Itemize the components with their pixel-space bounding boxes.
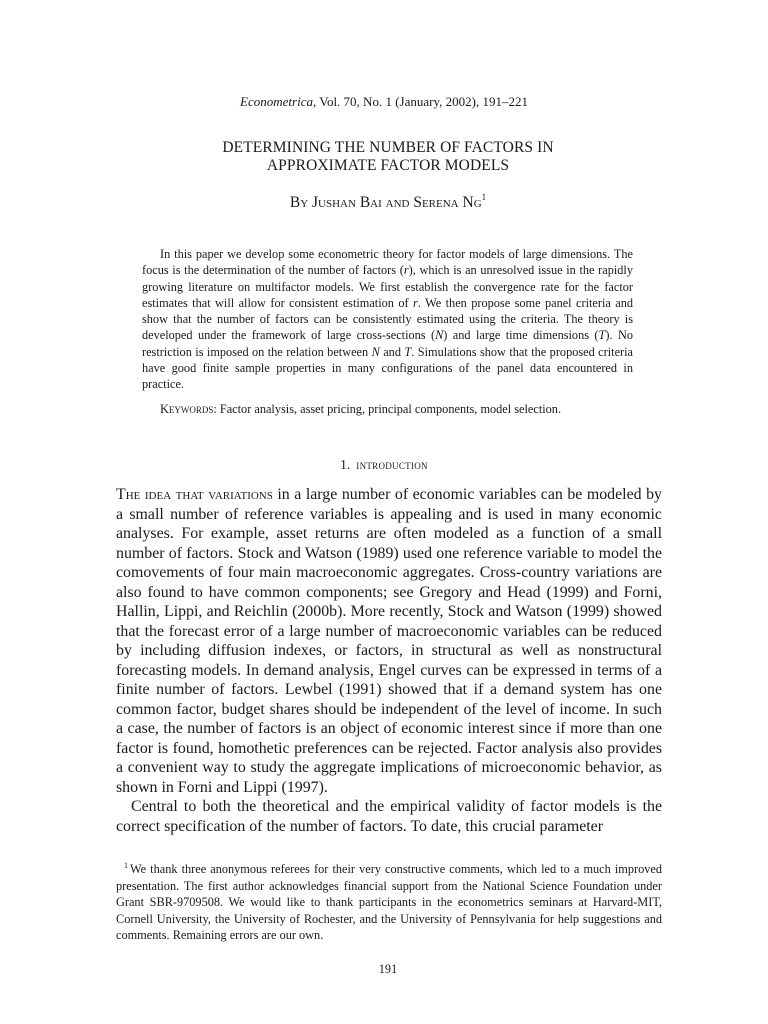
abstract-text: ), which is an unresolved issue in the rapidly growing literature on multifactor models. We first establish the convergence rate for the factor estimates that will allow for consistent estimation of (142, 263, 633, 310)
title-line-2: APPROXIMATE FACTOR MODELS (266, 157, 510, 174)
page-number: 191 (378, 962, 398, 976)
footnote-text: We thank three anonymous referees for their very constructive comments, which led to a much improved presentation. The first author acknowledges financial support from the National Science Foundation under Grant SBR-9709508. We would like to thank participants in the econometrics seminars at Harvard-MIT, Cornell University, the University of Rochester, and the University of Pennsylvania for help suggestions and comments. Remaining errors are our own. (116, 862, 662, 942)
title-line-1: DETERMINING THE NUMBER OF FACTORS IN (222, 139, 554, 156)
math-var: N (371, 344, 380, 359)
paragraph-text: in a large number of economic variables can be modeled by a small number of reference variables is appealing and is used in many economic analyses. For example, asset returns are often modeled as a function of a small number of factors. Stock and Watson (1989) used one reference variable to model the comovements of four main macroeconomic aggregates. Cross-country variations are also found to have common components; see Gregory and Head (1999) and Forni, Hallin, Lippi, and Reichlin (2000b). More recently, Stock and Watson (1999) showed that the forecast error of a large number of macroeconomic variables can be reduced by including diffusion indexes, or factors, in structural as well as nonstructural forecasting models. In demand analysis, Engel curves can be expressed in terms of a finite number of factors. Lewbel (1991) showed that if a demand system has one common factor, budget shares should be independent of the level of income. In such a case, the number of factors is an object of economic interest since if more than one factor is found, homothetic preferences can be rejected. Factor analysis also provides a convenient way to study the aggregate implications of microeconomic behavior, as shown in Forni and Lippi (1997). (116, 486, 662, 796)
abstract-text: . We then propose some panel criteria and show that the number of factors can be consistently estimated using the criteria. The theory is developed under the framework of large cross-sections ( (142, 295, 634, 343)
keywords-text: Factor analysis, asset pricing, principal components, model selection. (219, 402, 562, 416)
abstract-text: . Simulations show that the proposed criteria have good finite sample properties in many configurations of the panel data encountered in practice. (142, 344, 633, 392)
abstract (142, 246, 633, 393)
math-var: r (413, 295, 418, 310)
author-footnote-mark: 1 (481, 192, 487, 202)
footnote-mark: 1 (124, 861, 128, 870)
lead-in: The idea that variations (116, 486, 273, 503)
math-var: N (435, 328, 444, 343)
math-var: T (598, 328, 606, 343)
paragraph (116, 485, 662, 797)
abstract-text: ). No restriction is imposed on the relation between (142, 328, 633, 359)
keywords-label: Keywords: (160, 402, 217, 416)
journal-name: Econometrica (240, 94, 313, 109)
keywords (142, 401, 633, 417)
journal-citation (0, 94, 768, 110)
body-text (116, 485, 662, 836)
math-var: T (404, 344, 412, 359)
paragraph: Central to both the theoretical and the empirical validity of factor models is the correct specification of the number of factors. To date, this crucial parameter (116, 798, 662, 835)
footnote (116, 861, 662, 944)
author-names: By Jushan Bai and Serena Ng (289, 194, 482, 211)
section-title: introduction (356, 457, 428, 472)
author-line (0, 194, 768, 212)
paper-title (0, 139, 768, 175)
section-number: 1. (340, 457, 351, 472)
math-var: r (403, 263, 409, 278)
abstract-text: and (379, 344, 405, 359)
citation-details: , Vol. 70, No. 1 (January, 2002), 191–221 (312, 94, 528, 109)
abstract-text: ) and large time dimensions ( (443, 328, 599, 343)
section-heading (0, 457, 768, 473)
abstract-text: In this paper we develop some econometric theory for factor models of large dimensions. The focus is the determination of the number of factors ( (142, 247, 633, 278)
